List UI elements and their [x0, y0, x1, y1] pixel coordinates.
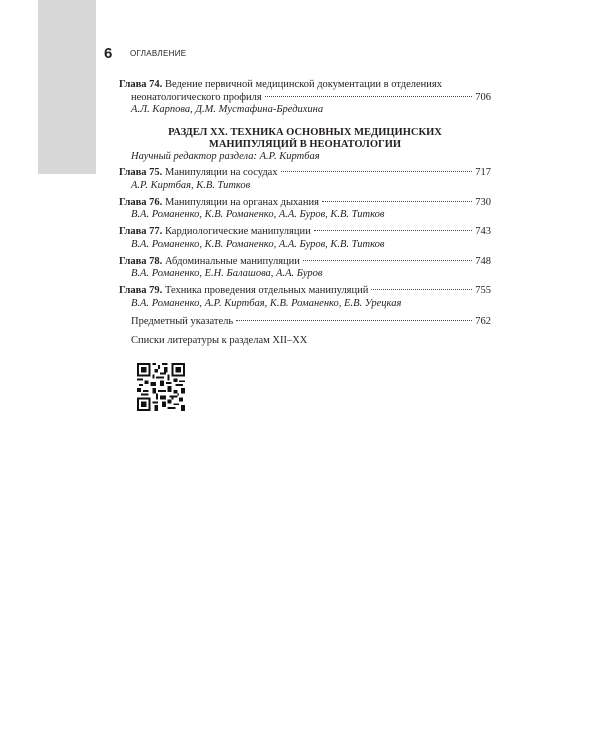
chapter-label: Глава 77.	[119, 226, 163, 237]
chapter-label: Глава 79.	[119, 285, 163, 296]
index-title: Предметный указатель	[131, 316, 234, 327]
dot-leader	[314, 230, 473, 231]
running-head: ОГЛАВЛЕНИЕ	[130, 49, 187, 58]
chapter-title-line	[119, 79, 491, 92]
chapter-authors: В.А. Романенко, Е.Н. Балашова, А.А. Буров	[131, 268, 323, 279]
toc-entry-chapter-78[interactable]	[119, 256, 491, 281]
chapter-title: Абдоминальные манипуляции	[164, 255, 300, 267]
chapter-title-line	[119, 92, 491, 105]
page-ref: 730	[475, 196, 491, 208]
dot-leader	[322, 201, 472, 202]
dot-leader	[265, 96, 473, 97]
chapter-title: Манипуляции на сосудах	[164, 167, 278, 178]
chapter-title-line	[119, 167, 491, 180]
chapter-title: Ведение первичной медицинской документации в отделениях	[164, 79, 443, 90]
chapter-authors: В.А. Романенко, К.В. Романенко, А.А. Буров, К.В. Титков	[131, 238, 385, 250]
chapter-title-continued: неонатологического профиля	[131, 91, 262, 103]
chapter-authors: А.Р. Киртбая, К.В. Титков	[131, 179, 251, 191]
section-editor: Научный редактор раздела: А.Р. Киртбая	[131, 150, 320, 162]
qr-code-icon[interactable]	[137, 363, 185, 411]
chapter-authors: В.А. Романенко, К.В. Романенко, А.А. Буров, К.В. Титков	[131, 209, 385, 220]
chapter-title-line	[119, 197, 491, 210]
page-ref: 762	[475, 316, 491, 327]
toc-entry-chapter-79[interactable]	[119, 285, 491, 310]
chapter-label: Глава 76.	[119, 196, 163, 208]
chapter-title: Кардиологические манипуляции	[164, 226, 311, 237]
page-ref: 755	[475, 285, 491, 296]
dot-leader	[236, 320, 472, 321]
toc-entry-index[interactable]	[119, 316, 491, 329]
chapter-title-line	[119, 256, 491, 269]
chapter-title: Манипуляции на органах дыхания	[164, 196, 319, 208]
references-title: Списки литературы к разделам XII–XX	[131, 334, 308, 346]
chapter-title: Техника проведения отдельных манипуляций	[164, 285, 369, 296]
section-title-line-2: МАНИПУЛЯЦИЙ В НЕОНАТОЛОГИИ	[208, 138, 402, 150]
toc-entry-references[interactable]	[119, 335, 491, 348]
side-tab-band	[38, 0, 96, 174]
chapter-authors: В.А. Романенко, А.Р. Киртбая, К.В. Романенко, Е.В. Урецкая	[131, 297, 402, 309]
page-ref: 706	[475, 91, 491, 103]
toc-entry-chapter-75[interactable]	[119, 167, 491, 192]
page-ref: 717	[475, 167, 491, 178]
section-title	[119, 127, 491, 151]
toc-entry-chapter-74[interactable]	[119, 79, 491, 117]
page-number: 6	[104, 45, 113, 62]
chapter-authors: А.Л. Карпова, Д.М. Мустафина-Бредихина	[131, 104, 324, 115]
section-title-line-1: РАЗДЕЛ XX. ТЕХНИКА ОСНОВНЫХ МЕДИЦИНСКИХ	[168, 126, 442, 138]
page-ref: 748	[475, 255, 491, 267]
chapter-label: Глава 74.	[119, 79, 163, 90]
page-ref: 743	[475, 226, 491, 237]
toc-entry-chapter-76[interactable]	[119, 197, 491, 222]
chapter-label: Глава 78.	[119, 255, 163, 267]
table-of-contents	[119, 79, 491, 352]
dot-leader	[281, 171, 473, 172]
chapter-title-line	[119, 226, 491, 239]
toc-entry-chapter-77[interactable]	[119, 226, 491, 251]
dot-leader	[371, 289, 472, 290]
chapter-title-line	[119, 285, 491, 298]
index-line	[131, 316, 491, 329]
chapter-label: Глава 75.	[119, 167, 163, 178]
dot-leader	[303, 260, 472, 261]
